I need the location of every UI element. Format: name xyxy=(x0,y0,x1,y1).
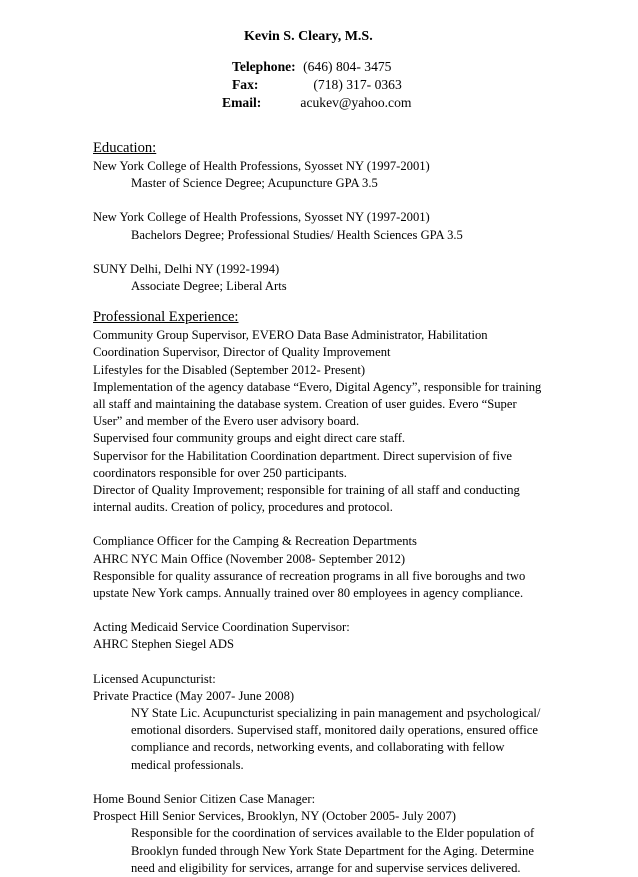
job-detail-line: Responsible for the coordination of services available to the Elder population of xyxy=(131,826,535,841)
job-line: coordinators responsible for over 250 participants. xyxy=(93,465,347,480)
job-line: AHRC NYC Main Office (November 2008- September 2012) xyxy=(93,551,406,566)
job-line: Responsible for quality assurance of recreation programs in all five boroughs and two xyxy=(93,568,526,583)
job-line: Compliance Officer for the Camping & Recreation Departments xyxy=(93,534,417,549)
email-value: acukev@yahoo.com xyxy=(300,95,412,110)
job-detail-line: compliance and records, networking events, and collaborating with fellow xyxy=(131,740,505,755)
job-line: Licensed Acupuncturist: xyxy=(93,671,216,686)
job-line: Home Bound Senior Citizen Case Manager: xyxy=(93,791,316,806)
school-line: SUNY Delhi, Delhi NY (1992-1994) xyxy=(93,261,280,276)
education-entry xyxy=(93,209,633,243)
job-line: upstate New York camps. Annually trained over 80 employees in agency compliance. xyxy=(93,586,524,601)
job-entry xyxy=(93,619,633,653)
job-line: AHRC Stephen Siegel ADS xyxy=(93,637,234,652)
school-line: New York College of Health Professions, Syosset NY (1997-2001) xyxy=(93,210,430,225)
fax-label: Fax: xyxy=(232,77,259,92)
education-entry xyxy=(93,158,633,192)
job-detail-line: emotional disorders. Supervised staff, monitored daily operations, ensured office xyxy=(131,723,538,738)
job-line: Director of Quality Improvement; responsible for training of all staff and conducting xyxy=(93,483,520,498)
job-line: Implementation of the agency database “Evero, Digital Agency”, responsible for training xyxy=(93,379,542,394)
fax-row xyxy=(232,76,402,93)
fax-value: (718) 317- 0363 xyxy=(313,77,402,92)
resume-body xyxy=(93,139,633,877)
candidate-name: Kevin S. Cleary, M.S. xyxy=(244,29,373,44)
experience-title: Professional Experience: xyxy=(93,309,239,326)
job-detail-line: NY State Lic. Acupuncturist specializing in pain management and psychological/ xyxy=(131,706,541,721)
degree-line: Associate Degree; Liberal Arts xyxy=(131,279,287,294)
job-entry xyxy=(93,327,633,516)
job-line: Community Group Supervisor, EVERO Data Base Administrator, Habilitation xyxy=(93,328,488,343)
email-label: Email: xyxy=(222,95,262,110)
job-detail-line: medical professionals. xyxy=(131,757,244,772)
job-entry xyxy=(93,671,633,774)
job-entry xyxy=(93,533,633,602)
job-line: Supervised four community groups and eight direct care staff. xyxy=(93,431,406,446)
job-line: internal audits. Creation of policy, procedures and protocol. xyxy=(93,500,393,515)
school-line: New York College of Health Professions, Syosset NY (1997-2001) xyxy=(93,159,430,173)
degree-line: Master of Science Degree; Acupuncture GPA 3.5 xyxy=(131,176,378,191)
telephone-value: (646) 804- 3475 xyxy=(303,59,392,74)
education-entry xyxy=(93,261,633,295)
education-title: Education: xyxy=(93,140,157,156)
job-line: Prospect Hill Senior Services, Brooklyn, NY (October 2005- July 2007) xyxy=(93,809,456,824)
degree-line: Bachelors Degree; Professional Studies/ Health Sciences GPA 3.5 xyxy=(131,227,463,242)
job-line: all staff and maintaining the database system. Creation of user guides. Evero “Super xyxy=(93,397,517,412)
email-row xyxy=(222,94,411,111)
job-line: Coordination Supervisor, Director of Quality Improvement xyxy=(93,345,391,360)
job-line: Private Practice (May 2007- June 2008) xyxy=(93,688,295,703)
job-entry xyxy=(93,791,633,877)
job-detail-line: Brooklyn funded through New York State Department for the Aging. Determine xyxy=(131,843,534,858)
telephone-row xyxy=(232,58,391,75)
telephone-label: Telephone: xyxy=(232,59,296,74)
job-line: Supervisor for the Habilitation Coordination department. Direct supervision of five xyxy=(93,448,512,463)
job-line: Lifestyles for the Disabled (September 2012- Present) xyxy=(93,362,366,377)
job-line: User” and member of the Evero user advisory board. xyxy=(93,414,360,429)
job-detail-line: need and eligibility for services, arrange for and supervise services delivered. xyxy=(131,860,521,875)
job-line: Acting Medicaid Service Coordination Supervisor: xyxy=(93,620,350,635)
